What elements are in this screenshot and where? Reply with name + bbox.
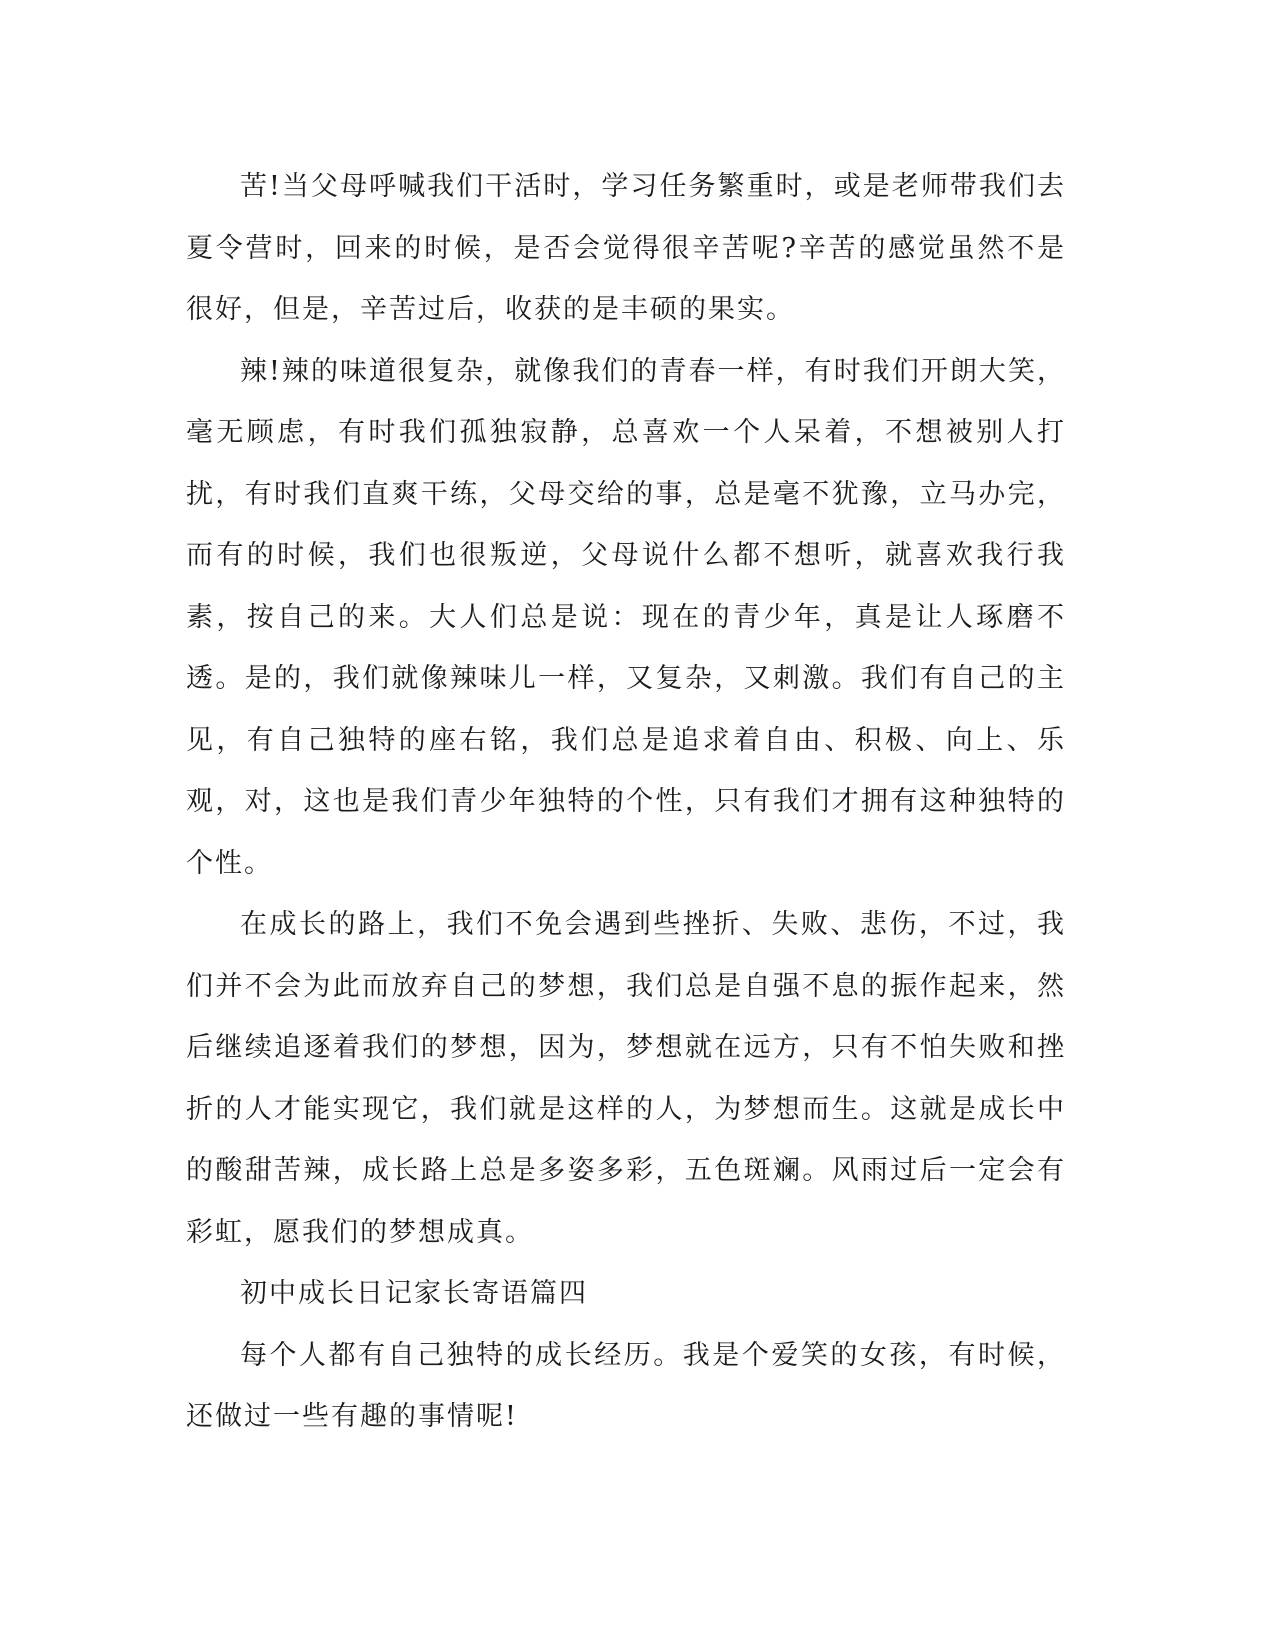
section-heading: 初中成长日记家长寄语篇四 xyxy=(240,1278,588,1309)
paragraph-bitter: 苦!当父母呼喊我们干活时，学习任务繁重时，或是老师带我们去夏令营时，回来的时候，是否会觉得很辛苦呢?辛苦的感觉虽然不是很好，但是，辛苦过后，收获的是丰硕的果实。 xyxy=(186,171,1066,325)
paragraph-spicy: 辣!辣的味道很复杂，就像我们的青春一样，有时我们开朗大笑，毫无顾虑，有时我们孤独寂静，总喜欢一个人呆着，不想被别人打扰，有时我们直爽干练，父母交给的事，总是毫不犹豫，立马办完，而有的时候，我们也很叛逆，父母说什么都不想听，就喜欢我行我素，按自己的来。大人们总是说：现在的青少年，真是让人琢磨不透。是的，我们就像辣味儿一样，又复杂，又刺激。我们有自己的主见，有自己独特的座右铭，我们总是追求着自由、积极、向上、乐观，对，这也是我们青少年独特的个性，只有我们才拥有这种独特的个性。 xyxy=(186,355,1066,879)
paragraph-intro: 每个人都有自己独特的成长经历。我是个爱笑的女孩，有时候，还做过一些有趣的事情呢! xyxy=(186,1339,1066,1432)
paragraph-growth: 在成长的路上，我们不免会遇到些挫折、失败、悲伤，不过，我们并不会为此而放弃自己的梦想，我们总是自强不息的振作起来，然后继续追逐着我们的梦想，因为，梦想就在远方，只有不怕失败和挫折的人才能实现它，我们就是这样的人，为梦想而生。这就是成长中的酸甜苦辣，成长路上总是多姿多彩，五色斑斓。风雨过后一定会有彩虹，愿我们的梦想成真。 xyxy=(186,909,1066,1248)
document-page xyxy=(186,156,1066,1448)
